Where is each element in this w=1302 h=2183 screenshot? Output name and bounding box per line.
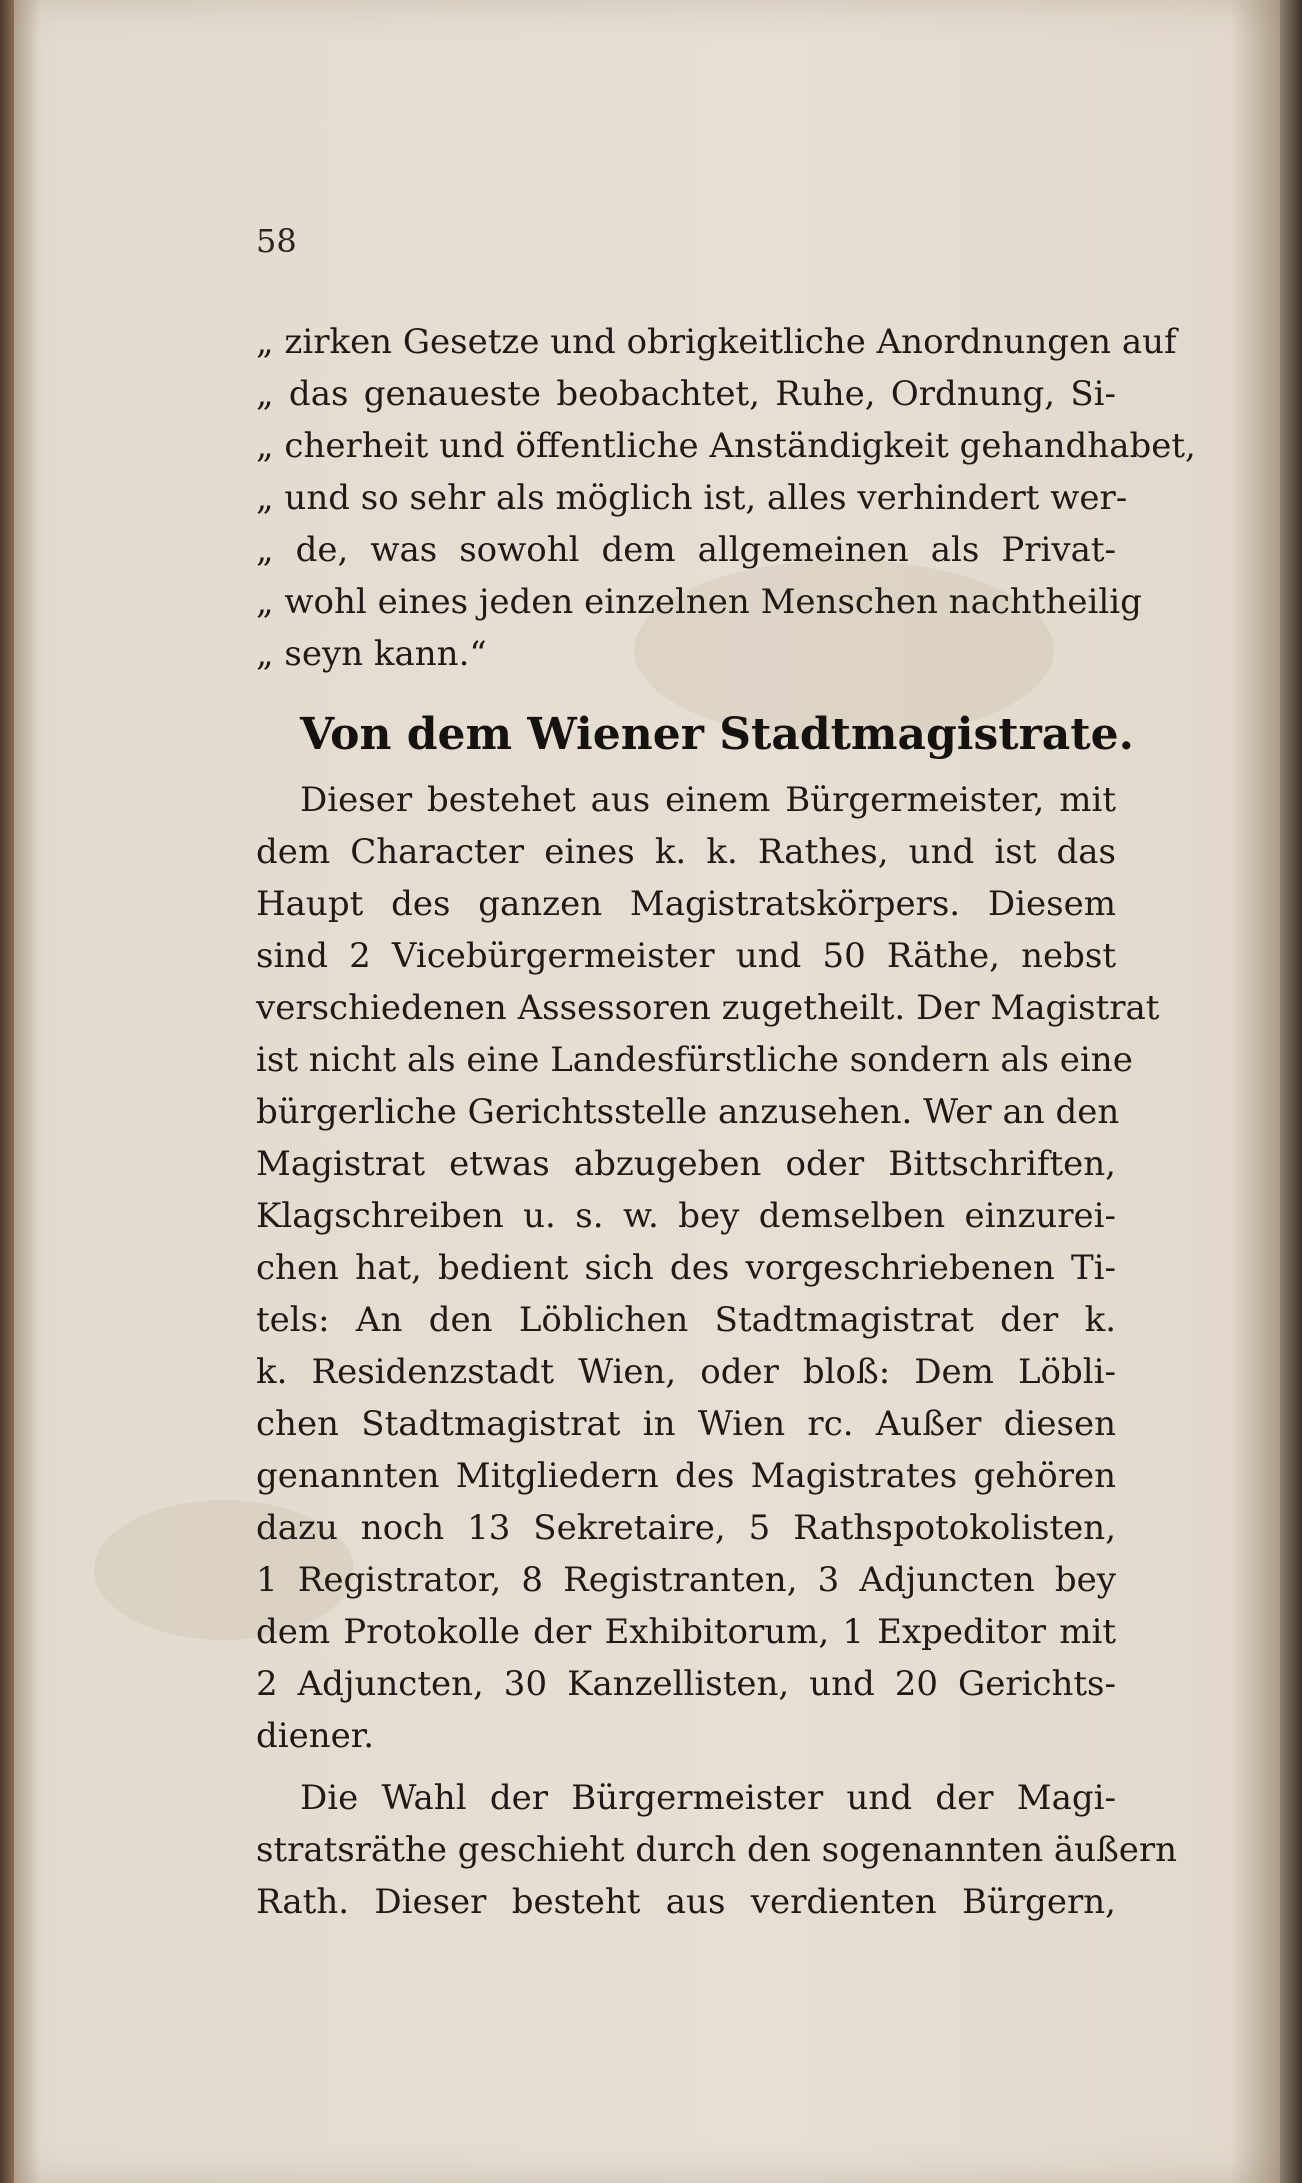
paragraph-1-line-16: 1 Registrator, 8 Registranten, 3 Adjuncten bey [256,1560,1116,1600]
quote-line-7: „ seyn kann.“ [256,634,487,674]
paragraph-1-line-12: k. Residenzstadt Wien, oder bloß: Dem Löbli- [256,1352,1116,1392]
book-page-right-edge [1280,0,1302,2183]
section-heading: Von dem Wiener Stadtmagistrate. [300,709,1134,760]
paragraph-1-line-9: Klagschreiben u. s. w. bey demselben einzurei- [256,1196,1116,1236]
paragraph-1-line-4: sind 2 Vicebürgermeister und 50 Räthe, nebst [256,936,1116,976]
paragraph-1-line-3: Haupt des ganzen Magistratskörpers. Diesem [256,884,1116,924]
paragraph-1-line-8: Magistrat etwas abzugeben oder Bittschriften, [256,1144,1116,1184]
quote-line-2: „ das genaueste beobachtet, Ruhe, Ordnung, Si- [256,374,1116,414]
page-number: 58 [256,222,297,260]
paragraph-1-line-17: dem Protokolle der Exhibitorum, 1 Expeditor mit [256,1612,1116,1652]
paragraph-1-line-13: chen Stadtmagistrat in Wien rc. Außer diesen [256,1404,1116,1444]
paragraph-1-line-10: chen hat, bedient sich des vorgeschriebenen Ti- [256,1248,1116,1288]
paragraph-2-line-1: Die Wahl der Bürgermeister und der Magi- [300,1778,1116,1818]
paragraph-2-line-3: Rath. Dieser besteht aus verdienten Bürgern, [256,1882,1116,1922]
paragraph-1-line-1: Dieser bestehet aus einem Bürgermeister, mit [300,780,1116,820]
paragraph-2-line-2: stratsräthe geschieht durch den sogenannten äußern [256,1830,1178,1870]
paragraph-1-line-18: 2 Adjuncten, 30 Kanzellisten, und 20 Gerichts- [256,1664,1116,1704]
quote-line-5: „ de, was sowohl dem allgemeinen als Privat- [256,530,1116,570]
paragraph-1-line-19: diener. [256,1716,375,1756]
paragraph-1-line-6: ist nicht als eine Landesfürstliche sondern als eine [256,1040,1133,1080]
quote-line-1: „ zirken Gesetze und obrigkeitliche Anordnungen auf [256,322,1177,362]
paragraph-1-line-7: bürgerliche Gerichtsstelle anzusehen. Wer an den [256,1092,1120,1132]
paragraph-1-line-2: dem Character eines k. k. Rathes, und ist das [256,832,1116,872]
book-spine-left-edge [0,0,14,2183]
paragraph-1-line-5: verschiedenen Assessoren zugetheilt. Der Magistrat [256,988,1160,1028]
paragraph-1-line-15: dazu noch 13 Sekretaire, 5 Rathspotokolisten, [256,1508,1116,1548]
quote-line-4: „ und so sehr als möglich ist, alles verhindert wer- [256,478,1128,518]
paragraph-1-line-14: genannten Mitgliedern des Magistrates gehören [256,1456,1116,1496]
paragraph-1-line-11: tels: An den Löblichen Stadtmagistrat der k. [256,1300,1116,1340]
quote-line-3: „ cherheit und öffentliche Anständigkeit gehandhabet, [256,426,1196,466]
quote-line-6: „ wohl eines jeden einzelnen Menschen nachtheilig [256,582,1142,622]
